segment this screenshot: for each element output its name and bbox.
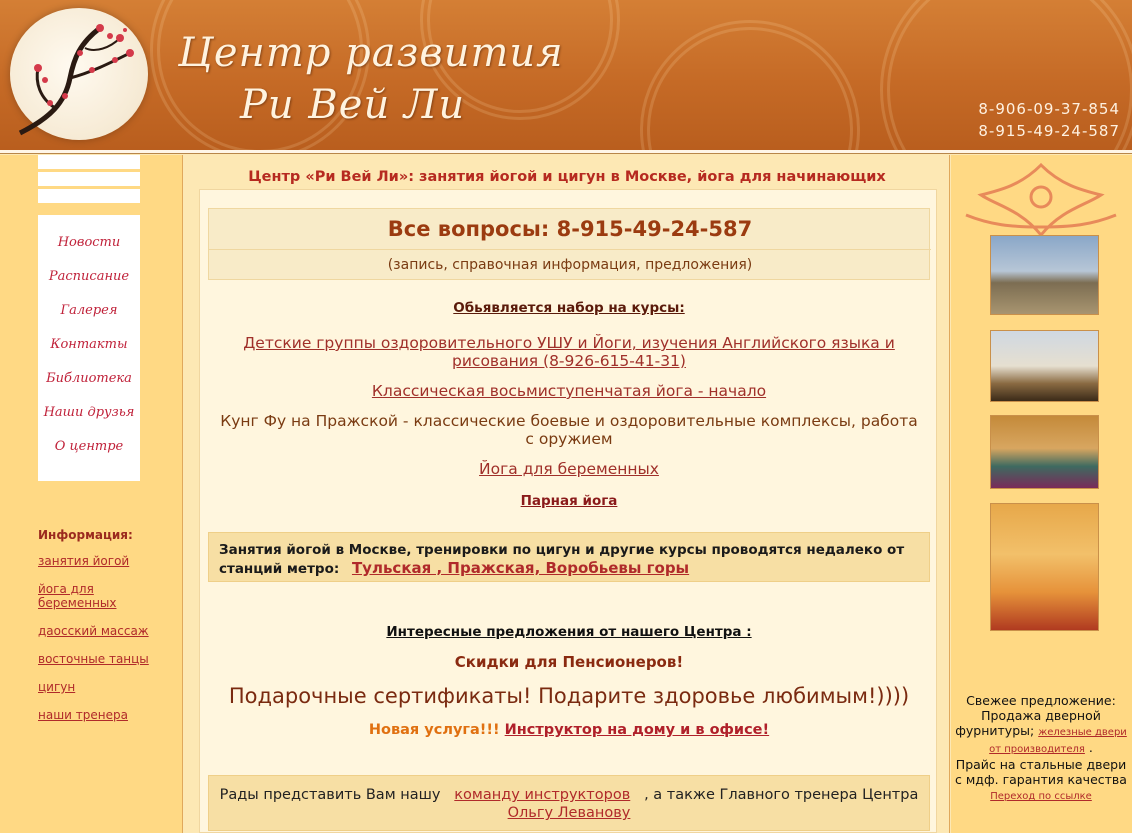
course-link-pregnant-yoga[interactable]: Йога для беременных [479, 460, 659, 478]
new-service-label: Новая услуга!!! [368, 722, 500, 738]
info-link-qigong[interactable]: цигун [38, 680, 76, 694]
info-link-yoga[interactable]: занятия йогой [38, 554, 130, 568]
course-link-pair-yoga[interactable]: Парная йога [520, 493, 618, 509]
questions-subtitle: (запись, справочная информация, предложения) [387, 257, 753, 273]
site-title-line-1: Центр развития [178, 30, 564, 76]
advert-line-2: Продажа дверной фурнитуры; [955, 708, 1101, 738]
team-box [208, 775, 930, 831]
header-phone-1: 8-906-09-37-854 [978, 100, 1120, 118]
certificates-text: Подарочные сертификаты! Подарите здоровье любимым!)))) [228, 684, 910, 708]
menu-item-friends[interactable]: Наши друзья [43, 405, 135, 420]
white-bar [38, 172, 140, 186]
info-link-trainers[interactable]: наши тренера [38, 708, 128, 722]
info-links [38, 554, 168, 736]
menu-item-news[interactable]: Новости [57, 235, 121, 250]
info-link-pregnant-yoga[interactable]: йога для беременных [38, 582, 117, 610]
head-trainer-link[interactable]: Ольгу Леванову [507, 805, 631, 821]
site-title-line-2: Ри Вей Ли [240, 82, 466, 128]
advert-line-3: Прайс на стальные двери с мдф. гарантия качества [955, 757, 1127, 787]
team-link[interactable]: команду инструкторов [454, 787, 631, 803]
ornament-icon [961, 155, 1121, 245]
advert-more-link[interactable]: Переход по ссылке [990, 791, 1092, 802]
menu-item-library[interactable]: Библиотека [46, 371, 132, 386]
photo-pair-yoga[interactable] [990, 503, 1099, 631]
info-link-taoist-massage[interactable]: даосский массаж [38, 624, 149, 638]
sakura-branch-icon [10, 8, 148, 140]
info-heading: Информация: [38, 528, 133, 542]
offers-heading: Интересные предложения от нашего Центра : [386, 624, 752, 640]
metro-link[interactable]: Тульская , Пражская, Воробьевы горы [351, 559, 690, 577]
site-header [0, 0, 1132, 150]
questions-box [208, 208, 930, 280]
left-top-bars [38, 155, 140, 206]
logo-sakura-disc[interactable] [10, 8, 148, 140]
menu-item-about[interactable]: О центре [54, 439, 124, 454]
header-phone-2: 8-915-49-24-587 [978, 122, 1120, 140]
right-sidebar [951, 155, 1132, 833]
info-link-oriental-dance[interactable]: восточные танцы [38, 652, 149, 666]
questions-phone: Все вопросы: 8-915-49-24-587 [387, 217, 753, 241]
advert-doors-link[interactable]: железные двери от производителя [989, 727, 1127, 755]
course-item-kung-fu: Кунг Фу на Пражской - классические боевые и оздоровительные комплексы, работа с оружием [220, 412, 918, 448]
courses-heading: Обьявляется набор на курсы: [453, 300, 685, 316]
main-content [182, 155, 950, 833]
photo-yoga-pose[interactable] [990, 330, 1099, 402]
course-item-pair-yoga [220, 492, 918, 510]
header-divider [0, 150, 1132, 154]
content-box [199, 189, 937, 833]
white-bar [38, 189, 140, 203]
menu-item-contacts[interactable]: Контакты [50, 337, 128, 352]
menu-item-gallery[interactable]: Галерея [60, 303, 118, 318]
metro-box [208, 532, 930, 582]
header-ornament [640, 20, 860, 150]
course-link-classic-yoga[interactable]: Классическая восьмиступенчатая йога - начало [371, 382, 767, 400]
advert-line-1: Свежее предложение: [966, 693, 1116, 708]
photo-yoga-mat[interactable] [990, 415, 1099, 489]
new-service [200, 722, 938, 738]
white-bar [38, 155, 140, 169]
discount-text: Скидки для Пенсионеров! [454, 653, 684, 671]
menu-item-schedule[interactable]: Расписание [48, 269, 130, 284]
metro-text: Занятия йогой в Москве, тренировки по цигун и другие курсы проводятся недалеко от станций метро: [219, 542, 905, 577]
team-text-2: , а также Главного тренера Центра [644, 787, 919, 803]
team-text: Рады представить Вам нашу [219, 787, 441, 803]
left-sidebar [0, 155, 182, 833]
page-title: Центр «Ри Вей Ли»: занятия йогой и цигун в Москве, йога для начинающих [248, 169, 886, 185]
course-link-kids[interactable]: Детские группы оздоровительного УШУ и Йоги, изучения Английского языка и рисования (8-926-615-41-31) [243, 334, 895, 370]
course-item-pregnant-yoga [220, 460, 918, 478]
divider [209, 249, 931, 250]
photo-yoga-beach[interactable] [990, 235, 1099, 315]
new-service-link[interactable]: Инструктор на дому и в офисе! [504, 722, 770, 738]
course-item-kids [220, 334, 918, 370]
main-menu [38, 215, 140, 481]
course-item-classic-yoga [220, 382, 918, 400]
advert-block: Свежее предложение: Продажа дверной фурнитуры; железные двери от производителя . Прайс на стальные двери с мдф. гарантия качества Переход по ссылке [955, 693, 1127, 802]
